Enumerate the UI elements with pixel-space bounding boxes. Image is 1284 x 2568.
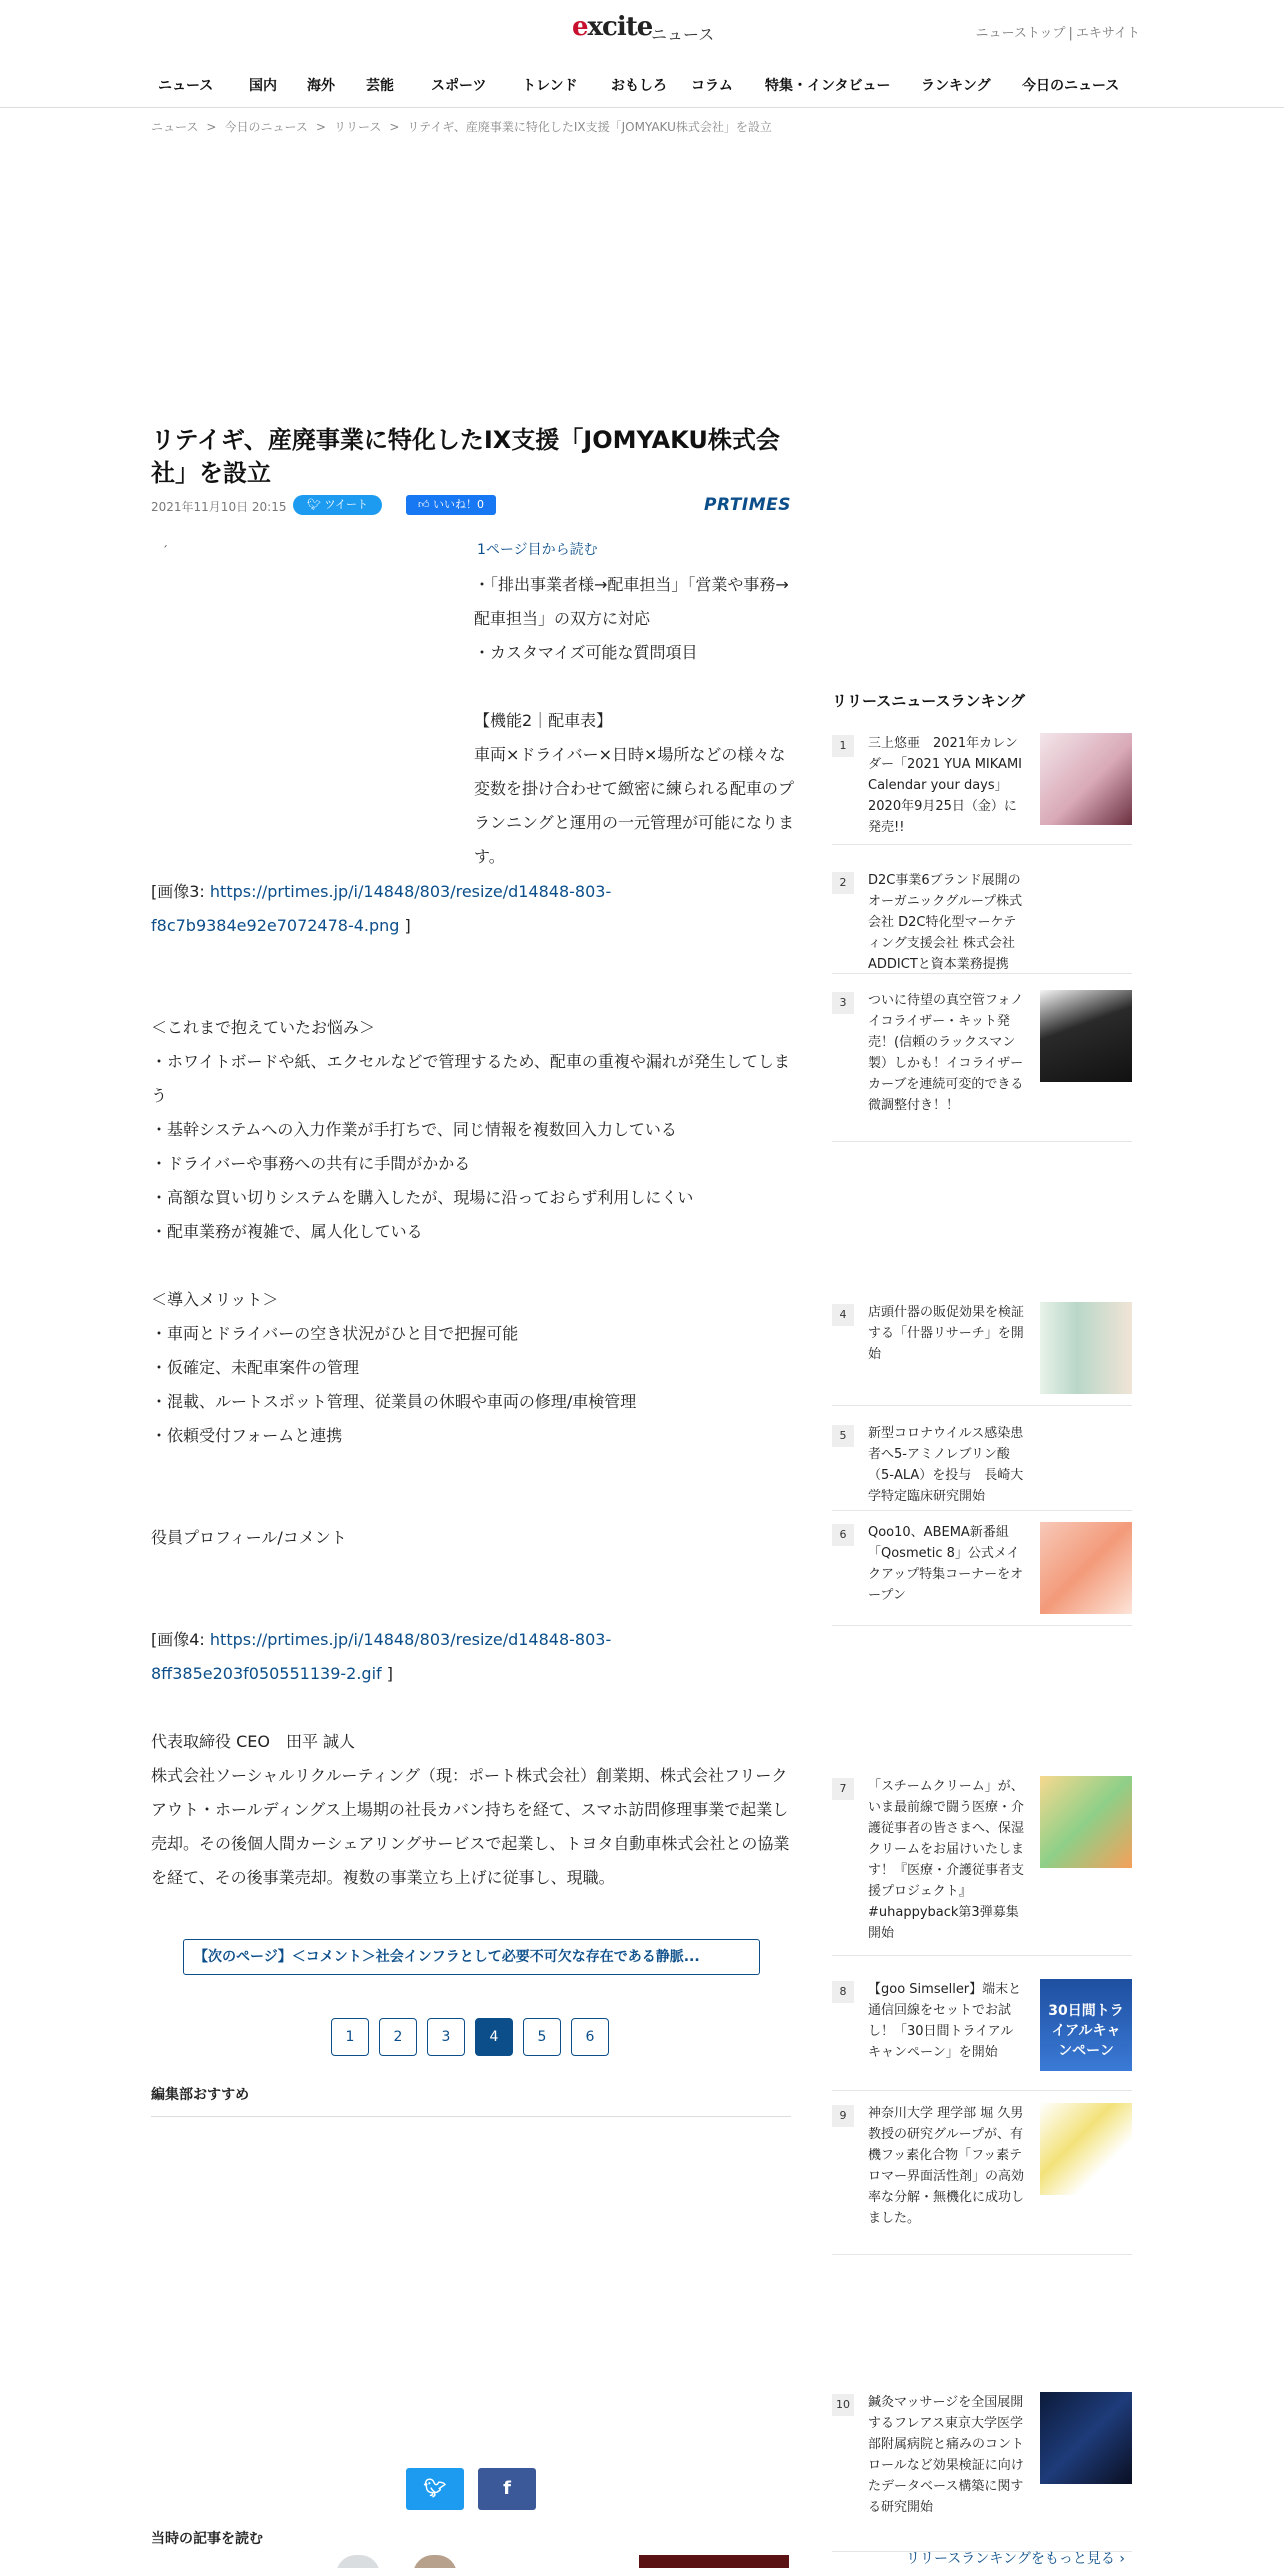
rank-title: D2C事業6ブランド展開のオーガニックグループ株式会社 D2C特化型マーケティング支援会社 株式会社ADDICTと資本業務提携 xyxy=(868,873,1023,972)
merit-item: ・依頼受付フォームと連携 xyxy=(151,1426,343,1445)
nav-item[interactable]: おもしろ xyxy=(611,78,667,94)
rank-thumbnail xyxy=(1040,990,1132,1082)
nav-item[interactable]: 海外 xyxy=(307,78,335,94)
rank-number: 8 xyxy=(832,1981,854,2003)
breadcrumb-item[interactable]: ニュース xyxy=(151,120,199,134)
twitter-icon: 🐦︎ xyxy=(423,2478,447,2499)
rank-thumbnail xyxy=(1040,2392,1132,2484)
rank-number: 4 xyxy=(832,1304,854,1326)
rank-number: 3 xyxy=(832,992,854,1014)
excite-top-link[interactable]: エキサイト xyxy=(1075,26,1140,41)
ranking-item[interactable] xyxy=(832,990,1132,1142)
read-from-first-page-link[interactable]: 1ページ目から読む xyxy=(477,542,598,558)
ranking-item[interactable] xyxy=(832,2103,1132,2255)
rank-number: 2 xyxy=(832,872,854,894)
rank-number: 9 xyxy=(832,2105,854,2127)
top-bar xyxy=(0,0,1284,60)
rank-title: 【goo Simseller】端末と通信回線をセットでお試し！「30日間トライアルキャンペーン」を開始 xyxy=(868,1982,1022,2060)
tweet-button[interactable] xyxy=(293,495,382,515)
nav-item[interactable]: 国内 xyxy=(249,78,277,94)
ranking-item[interactable] xyxy=(832,870,1132,974)
past-articles-title: 当時の記事を読む xyxy=(151,2531,263,2547)
past-article-thumb[interactable] xyxy=(413,2555,457,2568)
link-separator: | xyxy=(1068,26,1073,41)
ranking-item[interactable] xyxy=(832,1979,1132,2091)
breadcrumb-separator: > xyxy=(389,120,400,134)
rank-thumbnail xyxy=(1040,1302,1132,1394)
image4-link[interactable]: https://prtimes.jp/i/14848/803/resize/d14848-803-8ff385e203f050551139-2.gif xyxy=(151,1630,612,1683)
feature-description xyxy=(474,568,794,874)
logo-subtitle: ニュース xyxy=(651,25,715,44)
thumbs-up-icon: 👍︎ xyxy=(418,498,430,511)
twitter-bird-icon: 🐦︎ xyxy=(307,498,321,511)
rank-title: 店頭什器の販促効果を検証する「什器リサーチ」を開始 xyxy=(868,1305,1025,1362)
twitter-share-button[interactable] xyxy=(406,2468,464,2510)
feature-line: 【機能2｜配車表】 xyxy=(474,711,613,730)
page-button[interactable]: 4 xyxy=(475,2018,513,2056)
ranking-item[interactable] xyxy=(832,1522,1132,1626)
ranking-item[interactable] xyxy=(832,1776,1132,1956)
main-nav xyxy=(0,60,1284,108)
nav-item[interactable]: 芸能 xyxy=(366,78,394,94)
image3-caption xyxy=(151,875,791,943)
editor-recommend-title: 編集部おすすめ xyxy=(151,2084,791,2117)
top-links xyxy=(976,22,1140,41)
spacer xyxy=(151,1487,791,1521)
spacer xyxy=(151,1555,791,1589)
article-meta xyxy=(151,494,791,518)
feature-line: ・カスタマイズ可能な質問項目 xyxy=(474,643,698,662)
pagination xyxy=(331,2018,619,2056)
share-buttons xyxy=(406,2468,550,2510)
breadcrumb-item[interactable]: リテイギ、産廃事業に特化したIX支援「JOMYAKU株式会社」を設立 xyxy=(407,120,772,134)
facebook-share-button[interactable] xyxy=(478,2468,536,2510)
past-article-thumb[interactable] xyxy=(639,2555,789,2568)
spacer xyxy=(151,1453,791,1487)
like-label: いいね！0 xyxy=(433,498,484,511)
worry-item: ・ドライバーや事務への共有に手間がかかる xyxy=(151,1154,471,1173)
prtimes-logo[interactable]: PRTIMES xyxy=(704,495,791,515)
article-body xyxy=(151,875,791,1895)
rank-title: 新型コロナウイルス感染患者へ5-アミノレブリン酸（5-ALA）を投与 長崎大学特定臨床研究開始 xyxy=(868,1426,1024,1504)
nav-item[interactable]: 今日のニュース xyxy=(1022,78,1120,94)
worry-item: ・基幹システムへの入力作業が手打ちで、同じ情報を複数回入力している xyxy=(151,1120,677,1139)
rank-title: 「スチームクリーム」が、いま最前線で闘う医療・介護従事者の皆さまへ、保湿クリームをお届けいたします！『医療・介護従事者支援プロジェクト』#uhappyback第3弾募集開始 xyxy=(868,1779,1025,1941)
ceo-bio: 株式会社ソーシャルリクルーティング（現：ポート株式会社）創業期、株式会社フリークアウト・ホールディングス上場期の社長カバン持ちを経て、スマホ訪問修理事業で起業し売却。その後個人間カーシェアリングサービスで起業し、トヨタ自動車株式会社との協業を経て、その後事業売却。複数の事業立ち上げに従事し、現職。 xyxy=(151,1766,790,1887)
logo-rest: xcite xyxy=(587,12,653,42)
feature-line: 車両×ドライバー×日時×場所などの様々な変数を掛け合わせて緻密に練られる配車のプランニングと運用の一元管理が可能になります。 xyxy=(474,745,795,866)
spacer xyxy=(151,1589,791,1623)
rank-title: ついに待望の真空管フォノイコライザー・キット発売！(信頼のラックスマン製）しかも！イコライザーカーブを連続可変的できる微調整付き！！ xyxy=(868,993,1024,1113)
image4-caption xyxy=(151,1623,791,1691)
merit-item: ・仮確定、未配車案件の管理 xyxy=(151,1358,360,1377)
facebook-icon: f xyxy=(503,2478,511,2499)
tweet-label: ツイート xyxy=(324,498,368,511)
article-title: リテイギ、産廃事業に特化したIX支援「JOMYAKU株式会社」を設立 xyxy=(151,426,780,487)
rank-title: Qoo10、ABEMA新番組「Qosmetic 8」公式メイクアップ特集コーナーをオープン xyxy=(868,1525,1024,1603)
merits-list xyxy=(151,1317,791,1453)
rank-thumbnail xyxy=(1040,1979,1132,2071)
nav-item[interactable]: コラム xyxy=(691,78,733,94)
ranking-item[interactable] xyxy=(832,2392,1132,2552)
breadcrumb-separator: > xyxy=(206,120,217,134)
image3-prefix: [画像3: xyxy=(151,882,210,901)
worry-item: ・配車業務が複雑で、属人化している xyxy=(151,1222,423,1241)
worries-title: ＜これまで抱えていたお悩み＞ xyxy=(151,1018,376,1037)
rank-number: 5 xyxy=(832,1425,854,1447)
page-button[interactable]: 2 xyxy=(379,2018,417,2056)
image3-suffix: ] xyxy=(399,916,411,935)
rank-number: 10 xyxy=(832,2394,854,2416)
merit-item: ・混載、ルートスポット管理、従業員の休暇や車両の修理/車検管理 xyxy=(151,1392,637,1411)
spacer xyxy=(151,943,791,977)
nav-item[interactable]: ニュース xyxy=(158,78,214,94)
page-button[interactable]: 6 xyxy=(571,2018,609,2056)
breadcrumb-item[interactable]: 今日のニュース xyxy=(224,120,308,134)
nav-item[interactable]: トレンド xyxy=(522,78,578,94)
article-date: 2021年11月10日 20:15 xyxy=(151,500,287,514)
image4-prefix: [画像4: xyxy=(151,1630,210,1649)
excite-logo[interactable]: excite xyxy=(572,12,653,42)
spacer xyxy=(151,977,791,1011)
rank-thumbnail xyxy=(1040,1522,1132,1614)
past-article-thumb[interactable] xyxy=(336,2555,380,2568)
rank-title: 神奈川大学 理学部 堀 久男 教授の研究グループが、有機フッ素化合物「フッ素テロマー界面活性剤」の高効率な分解・無機化に成功しました。 xyxy=(868,2106,1025,2226)
worry-item: ・ホワイトボードや紙、エクセルなどで管理するため、配車の重複や漏れが発生してしまう xyxy=(151,1052,790,1105)
feature-line xyxy=(474,670,794,704)
merit-item: ・車両とドライバーの空き状況がひと目で把握可能 xyxy=(151,1324,519,1343)
rank-number: 1 xyxy=(832,735,854,757)
more-ranking-link[interactable]: リリースランキングをもっと見る › xyxy=(906,2551,1125,2567)
rank-thumbnail xyxy=(1040,1776,1132,1868)
nav-item[interactable]: ランキング xyxy=(921,78,991,94)
ranking-item[interactable] xyxy=(832,1302,1132,1406)
spacer xyxy=(151,1249,791,1283)
image3-link[interactable]: https://prtimes.jp/i/14848/803/resize/d14848-803-f8c7b9384e92e7072478-4.png xyxy=(151,882,612,935)
ranking-item[interactable] xyxy=(832,1423,1132,1511)
page-button[interactable]: 3 xyxy=(427,2018,465,2056)
merits-title: ＜導入メリット＞ xyxy=(151,1290,279,1309)
rank-title: 鍼灸マッサージを全国展開するフレアス東京大学医学部附属病院と痛みのコントロールなど効果検証に向けたデータベース構築に関する研究開始 xyxy=(868,2395,1025,2515)
image4-suffix: ] xyxy=(381,1664,393,1683)
nav-item[interactable]: スポーツ xyxy=(431,78,487,94)
ceo-name: 代表取締役 CEO 田平 誠人 xyxy=(151,1732,356,1751)
past-article-thumbnails xyxy=(151,2555,791,2568)
rank-title: 三上悠亜 2021年カレンダー「2021 YUA MIKAMI Calendar your days」2020年9月25日（金）に発売!! xyxy=(868,736,1022,835)
profile-title: 役員プロフィール/コメント xyxy=(151,1528,347,1547)
page-button[interactable]: 1 xyxy=(331,2018,369,2056)
spacer xyxy=(151,1691,791,1725)
news-top-link[interactable]: ニューストップ xyxy=(975,26,1066,41)
page-button[interactable]: 5 xyxy=(523,2018,561,2056)
feature-line: ・「排出事業者様→配車担当」「営業や事務→配車担当」の双方に対応 xyxy=(474,575,789,628)
worries-list xyxy=(151,1045,791,1249)
like-button[interactable] xyxy=(406,495,496,515)
rank-thumbnail xyxy=(1040,2103,1132,2195)
nav-list xyxy=(158,60,1132,95)
image-placeholder-mark: ´ xyxy=(162,544,168,558)
thumbnail-text: 30日間トライアルキャンペーン xyxy=(1048,2003,1124,2059)
rank-thumbnail xyxy=(1040,733,1132,825)
breadcrumb-separator: > xyxy=(315,120,326,134)
ranking-item[interactable] xyxy=(832,733,1132,845)
sidebar-title: リリースニュースランキング xyxy=(832,692,1026,710)
nav-item[interactable]: 特集・インタビュー xyxy=(765,78,891,94)
worry-item: ・高額な買い切りシステムを購入したが、現場に沿っておらず利用しにくい xyxy=(151,1188,694,1207)
next-page-link[interactable]: 【次のページ】＜コメント＞社会インフラとして必要不可欠な存在である静脈... xyxy=(183,1939,760,1975)
rank-number: 6 xyxy=(832,1524,854,1546)
breadcrumb xyxy=(151,118,772,135)
breadcrumb-item[interactable]: リリース xyxy=(333,120,382,134)
rank-number: 7 xyxy=(832,1778,854,1800)
